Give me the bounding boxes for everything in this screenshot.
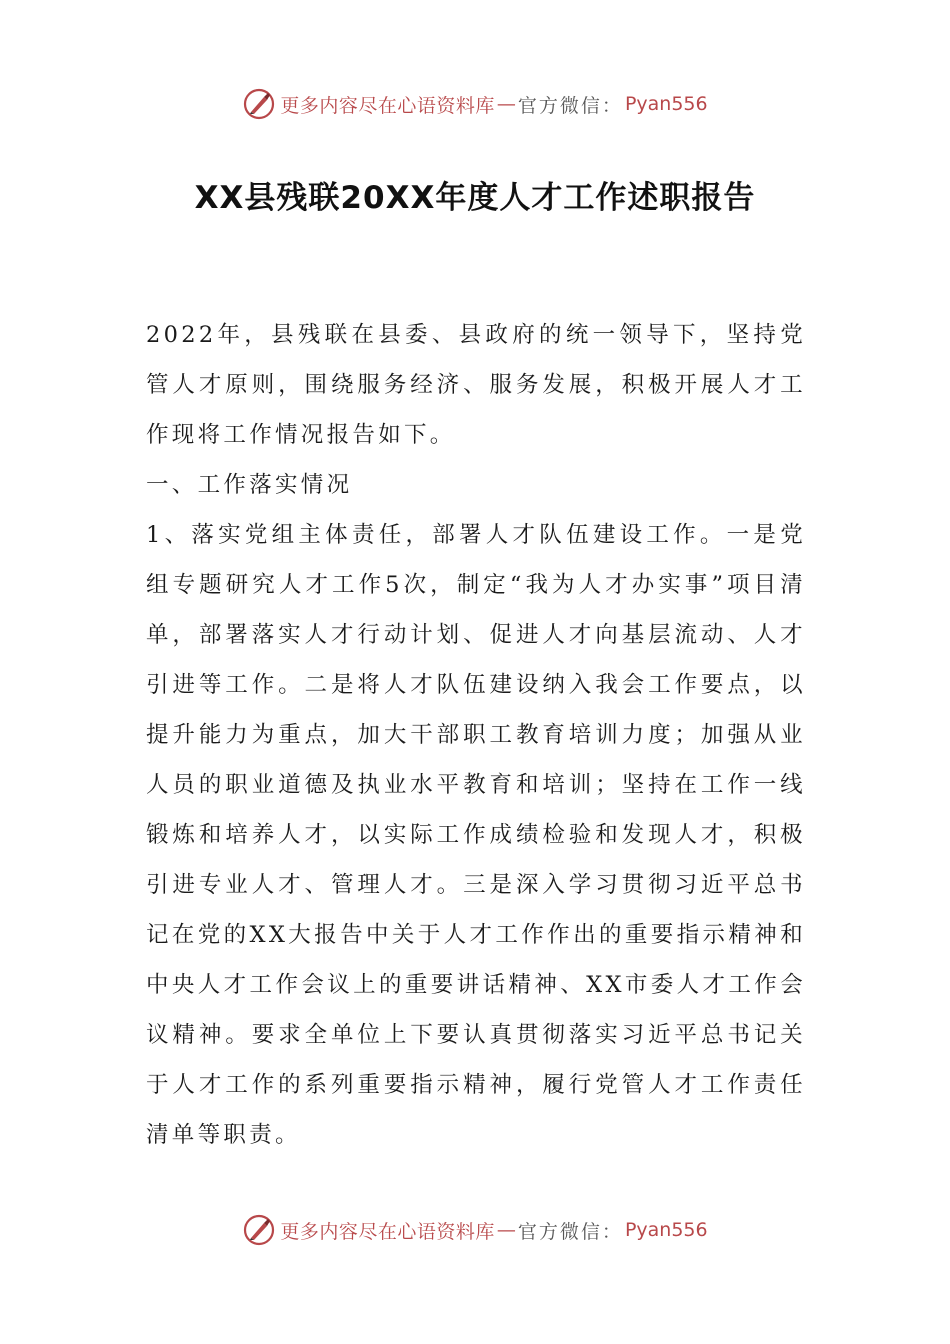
document-title: XX县残联20XX年度人才工作述职报告 bbox=[194, 180, 756, 216]
watermark-separator: — bbox=[496, 1219, 516, 1241]
watermark-header bbox=[0, 84, 950, 124]
watermark-footer bbox=[0, 1210, 950, 1250]
watermark-text: 更多内容尽在心语资料库 bbox=[280, 94, 495, 117]
section-paragraph: 1、落实党组主体责任，部署人才队伍建设工作。一是党组专题研究人才工作5次，制定“我为人才办实事”项目清单，部署落实人才行动计划、促进人才向基层流动、人才引进等工作。二是将人才队伍建设纳入我会工作要点，以提升能力为重点，加大干部职工教育培训力度；加强从业人员的职业道德及执业水平教育和培训；坚持在工作一线锻炼和培养人才，以实际工作成绩检验和发现人才，积极引进专业人才、管理人才。三是深入学习贯彻习近平总书记在党的XX大报告中关于人才工作作出的重要指示精神和中央人才工作会议上的重要讲话精神、XX市委人才工作会议精神。要求全单位上下要认真贯彻落实习近平总书记关于人才工作的系列重要指示精神，履行党管人才工作责任清单等职责。 bbox=[146, 522, 806, 1148]
watermark-handle: Pyan556 bbox=[624, 93, 708, 115]
watermark-official: 官方微信： bbox=[517, 1220, 623, 1243]
pen-logo-icon bbox=[242, 87, 276, 121]
section-heading: 一、工作落实情况 bbox=[146, 472, 353, 498]
watermark-text: 更多内容尽在心语资料库 bbox=[280, 1220, 495, 1243]
pen-logo-icon bbox=[242, 1213, 276, 1247]
watermark-official: 官方微信： bbox=[517, 94, 623, 117]
document-body bbox=[146, 310, 806, 1160]
watermark-handle: Pyan556 bbox=[624, 1219, 708, 1241]
watermark-separator: — bbox=[496, 93, 516, 115]
intro-paragraph: 2022年，县残联在县委、县政府的统一领导下，坚持党管人才原则，围绕服务经济、服务发展，积极开展人才工作现将工作情况报告如下。 bbox=[146, 322, 806, 448]
